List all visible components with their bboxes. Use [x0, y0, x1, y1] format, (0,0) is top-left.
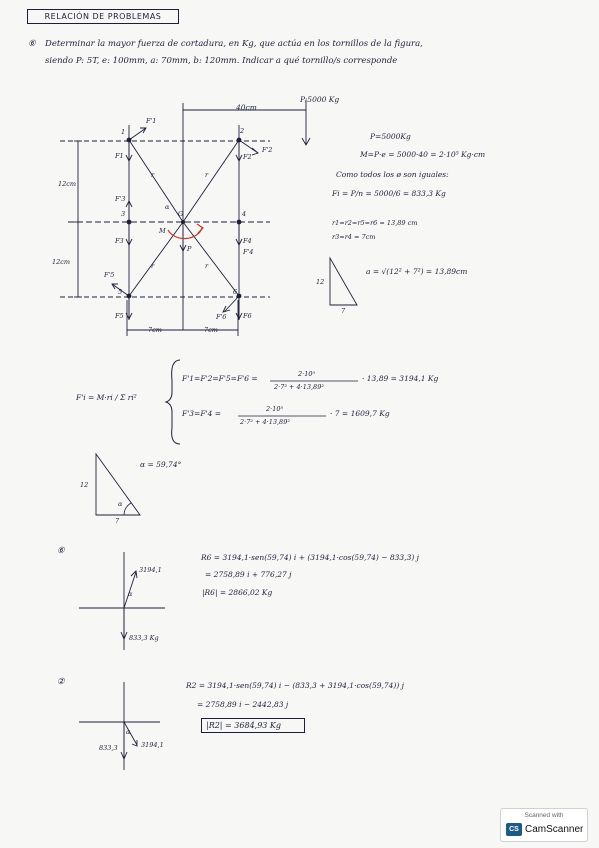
- fprime-line1-result: · 13,89 = 3194,1 Kg: [362, 374, 439, 383]
- left-dimension-bottom: 12cm: [52, 258, 71, 266]
- alpha-tri-angle: α: [118, 500, 123, 508]
- centroid-label: G: [178, 210, 184, 218]
- radius-label-2: r: [205, 171, 209, 179]
- calc-tri-side: 12: [316, 278, 325, 286]
- fprime-line1-denominator: 2·7² + 4·13,89²: [274, 383, 324, 391]
- case6-number: ⑥: [57, 546, 65, 556]
- force-f2p-label: F'2: [262, 146, 273, 154]
- case2-result: |R2| = 3684,93 Kg: [201, 718, 305, 733]
- bolt-3-label: 3: [121, 210, 126, 218]
- bottom-dimension-left: 7cm: [148, 326, 162, 334]
- case6-down-label: 833,3 Kg: [129, 634, 159, 642]
- force-f2-label: F2: [243, 153, 252, 161]
- case2-line2: = 2758,89 i − 2442,83 j: [197, 700, 289, 709]
- radius-label-6: r: [205, 262, 209, 270]
- fprime-line1-lhs: F'1=F'2=F'5=F'6 =: [182, 374, 258, 383]
- force-p-label: P: [187, 245, 192, 253]
- force-f3-label: F3: [115, 237, 124, 245]
- bottom-dimension-right: 7cm: [204, 326, 218, 334]
- calc-r-equal: r1=r2=r5=r6 = 13,89 cm: [332, 219, 418, 227]
- force-f1-label: F1: [115, 152, 124, 160]
- fprime-general-formula: F'i = M·ri / Σ ri²: [76, 393, 137, 402]
- force-f1p-label: F'1: [146, 117, 157, 125]
- calc-moment: M=P·e = 5000·40 = 2·10⁵ Kg·cm: [360, 150, 486, 159]
- alpha-tri-base: 7: [115, 517, 120, 525]
- case6-alpha: α: [128, 590, 133, 598]
- case2-alpha: α: [126, 728, 131, 736]
- fprime-line2-result: · 7 = 1609,7 Kg: [330, 409, 390, 418]
- alpha-tri-side: 12: [80, 481, 89, 489]
- calc-r34: r3=r4 = 7cm: [332, 233, 376, 241]
- camscanner-logo-icon: CS: [506, 823, 522, 836]
- force-f6-label: F6: [243, 312, 252, 320]
- left-dimension-top: 12cm: [58, 180, 77, 188]
- calc-fi: Fi = P/n = 5000/6 = 833,3 Kg: [332, 189, 446, 198]
- case2-line1: R2 = 3194,1·sen(59,74) i − (833,3 + 3194,1·cos(59,74)) j: [186, 681, 404, 690]
- scanned-with-text: Scanned with: [524, 812, 564, 819]
- force-f5-label: F5: [115, 312, 124, 320]
- case6-line2: = 2758,89 i + 776,27 j: [205, 570, 292, 579]
- problem-statement-line2: siendo P: 5T, e: 100mm, a: 70mm, b: 120mm. Indicar a qué tornillo/s corresponde: [45, 56, 398, 66]
- fprime-line2-numerator: 2·10⁵: [266, 405, 284, 413]
- force-f5p-label: F'5: [104, 271, 115, 279]
- problem-statement-line1: Determinar la mayor fuerza de cortadura, en Kg, que actúa en los tornillos de la figura,: [45, 39, 423, 49]
- case2-number: ②: [57, 677, 65, 687]
- case6-line1: R6 = 3194,1·sen(59,74) i + (3194,1·cos(59,74) − 833,3) j: [201, 553, 419, 562]
- top-dimension: 40cm: [236, 103, 257, 112]
- force-f6p-label: F'6: [216, 313, 227, 321]
- radius-label-5: r: [151, 262, 155, 270]
- bolt-1-label: 1: [121, 128, 126, 136]
- bolt-5-label: 5: [118, 288, 123, 296]
- calc-a: a = √(12² + 7²) = 13,89cm: [366, 267, 468, 276]
- problem-number: ⑥: [28, 39, 36, 49]
- force-f3p-label: F'3: [115, 195, 126, 203]
- page-title: RELACIÓN DE PROBLEMAS: [27, 9, 179, 24]
- camscanner-name: CamScanner: [525, 824, 584, 835]
- case2-down-label: 833,3: [99, 744, 118, 752]
- alpha-value: α = 59,74°: [140, 460, 182, 469]
- calc-note: Como todos los ø son iguales:: [336, 170, 449, 179]
- case6-result: |R6| = 2866,02 Kg: [202, 588, 273, 597]
- load-label: P:5000 Kg: [300, 95, 340, 104]
- angle-label: α: [165, 203, 170, 211]
- force-f4p-label: F'4: [243, 248, 254, 256]
- fprime-line2-denominator: 2·7² + 4·13,89²: [240, 418, 290, 426]
- calc-tri-base: 7: [341, 307, 346, 315]
- camscanner-badge: [500, 808, 588, 842]
- radius-label-1: r: [151, 171, 155, 179]
- calc-p: P=5000Kg: [370, 132, 411, 141]
- fprime-line1-numerator: 2·10⁵: [298, 370, 316, 378]
- force-f4-label: F4: [243, 237, 252, 245]
- case6-force-label: 3194,1: [139, 566, 162, 574]
- case2-force-label: 3194,1: [141, 741, 164, 749]
- bolt-4-label: 4: [242, 210, 247, 218]
- bolt-6-label: 6: [233, 288, 238, 296]
- fprime-line2-lhs: F'3=F'4 =: [182, 409, 222, 418]
- bolt-2-label: 2: [240, 127, 245, 135]
- moment-label: M: [159, 227, 166, 235]
